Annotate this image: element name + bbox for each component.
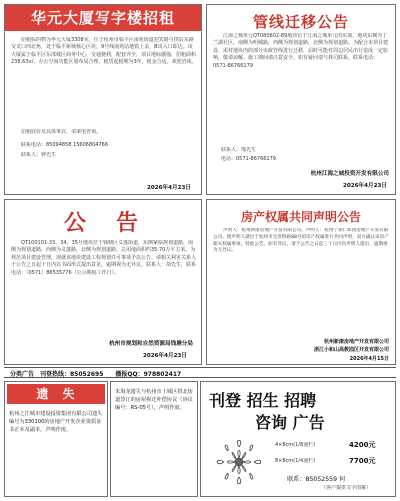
ad-lost-notice-body: 杭州之江城市建设投资集团有限公司遗失编号为330100的房地产开发企业资质证书正本及副本，声明作废。: [9, 411, 103, 433]
ad-pipeline-relocation-body: 江海之城单元QT080602-89地块位于江海之城单元的东部，地块东侧为丁兰湖社区，南侧为明城路，西侧为规划道路，北侧为规划道路。为配合本项目建设，需对地块内的部分市政管线进行迁移，届时可能对周边居民出行造成一定影响，敬请谅解。施工期间请注意安全，如有疑问请与我司联系。联系电话：0571-86766179: [213, 33, 389, 69]
ad-pipeline-relocation-date: 2026年4月23日: [342, 183, 387, 189]
ad-pipeline-relocation-phone: 电话：0571-86766179: [221, 156, 276, 162]
ad-property-declaration-body: 声明人：杭州新康房地产开发有限公司。声明人：杭州宁知仁和园房地产开发有限公司。现声明人就位于杭州市宝善桥路88号的房产权属进行共同声明，双方确认该房产相关权属事项，特此公告。如有异议，请于公告之日起三十日内向声明人提出，逾期视为无异议。: [213, 228, 389, 254]
ad-office-rental-banner: [5, 5, 201, 31]
ad-lost-notice-2-body: 朱海龙遗失与杭州市上城区拱北街道签订的房屋拆迁补偿协议（协议编号：RS-05号），声明作废。: [115, 389, 193, 411]
ad-promo-price-2-value: 7700元: [349, 457, 376, 465]
ad-notice-title: 公 告: [63, 211, 142, 236]
ad-office-rental-contact: 联系电话：85094858 15606804766: [21, 142, 109, 148]
ad-promo-hotline: 联系：85052559 何: [287, 476, 346, 483]
ad-promo-price-1-label: 4×8cm(1/8通栏): [275, 442, 316, 448]
ad-notice: [4, 199, 202, 365]
ad-office-rental-date: 2026年4月23日: [146, 185, 191, 191]
ad-property-declaration-title: 房产权属共同声明公告: [240, 210, 361, 224]
ad-office-rental-body: 招租标的物为华元大厦3308室，位于杭州市临平区南苑街道迎宾路与拱辰东路交叉口西北角，处于临平新城核心区块，9号线南苑站地铁上盖，B出入口即达。该大厦属于临平区东部城区商务中心，交通便利，配套齐全，项目地标感强。招租面积238.63㎡，办公空间功能区划布局合理，租赁起租期为3年，租金合适，欢迎洽谈。: [11, 37, 197, 66]
ad-lost-notice-2: [110, 381, 198, 497]
ad-lost-notice-title: 遗 失: [36, 387, 76, 401]
ad-notice-date: 2026年4月23日: [142, 353, 187, 359]
ad-property-declaration: [206, 199, 396, 365]
ad-lost-notice: [4, 381, 108, 497]
ad-notice-unit: 杭州市规划和自然资源局钱塘分局: [109, 341, 193, 347]
ad-property-declaration-signer-1: 杭州新康房地产开发有限公司: [323, 339, 389, 345]
ad-pipeline-relocation-title: 管线迁移公告: [252, 13, 349, 31]
ad-notice-body: QT100101-33、34、35号地块位于钱塘区义蓬街道，东侧紧临规划道路，南侧为规划道路，西侧为义蓬路，北侧为规划道路，总用地面积约35.70万平方米。为规范项目建设管理，现就该地块建设工程规划许可事项予以公告。请相关利害关系人于公告之日起十日内以书面形式提出意见，逾期视为无异议。联系人：胡先生，联系电话：（0571）86535776（公示期间工作日）。: [11, 240, 197, 276]
ad-property-declaration-date: 2026年4月15日: [349, 356, 389, 362]
ad-promo-price-1-value: 4200元: [349, 441, 376, 449]
ad-promo-title-1: 刊登 招生 招聘: [209, 391, 317, 410]
flower-illustration: [205, 434, 271, 494]
ad-pipeline-relocation: [206, 4, 396, 195]
ad-promo-note: （客户提供文字图案）: [321, 485, 372, 491]
ad-promo: [200, 381, 396, 497]
ad-lost-notice-banner: [7, 384, 105, 404]
ad-pipeline-relocation-contact: 联系人：邢先生: [221, 147, 257, 153]
classified-header-text: 分类广告 刊登热线：85052695 播报QQ：978802417: [10, 371, 182, 378]
ad-office-rental-title: 华元大厦写字楼招租: [30, 9, 175, 27]
ad-office-rental-contact-person: 联系人：钟先生: [21, 152, 57, 158]
ad-promo-title-2: 咨询 广告: [255, 413, 325, 432]
ad-office-rental-body-2: 招租底价及具体事宜，请来电咨询。: [21, 129, 102, 135]
classified-header-strip: [4, 367, 396, 378]
ad-promo-price-2-label: 8×8cm(1/4通栏): [275, 458, 316, 464]
ad-office-rental: [4, 4, 202, 195]
ad-pipeline-relocation-company: 杭州江海之城投资开发有限公司: [310, 171, 389, 177]
ad-property-declaration-signer-2: 浙江小和山高教园区开发有限公司: [313, 347, 389, 353]
